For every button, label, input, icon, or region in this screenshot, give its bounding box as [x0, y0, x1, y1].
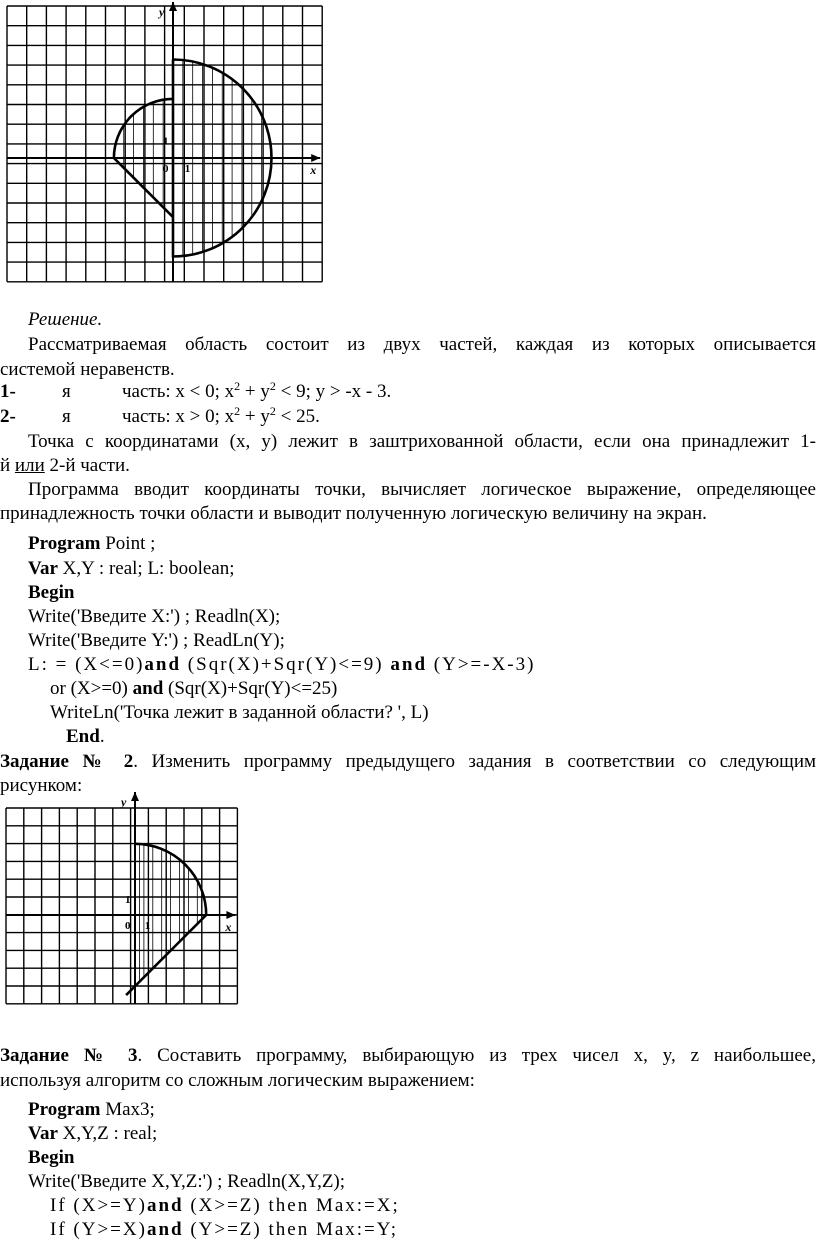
y-axis-label: y — [121, 795, 127, 809]
part2-line — [0, 404, 320, 429]
code1-line4: Write('Введите X:') ; Readln(X); — [28, 606, 281, 627]
part2-word: я — [62, 406, 71, 427]
region-graph-1 — [0, 0, 330, 292]
origin-label: 0 — [163, 163, 169, 175]
task2-line2: рисунком: — [0, 775, 83, 796]
point-text-line1: Точка с координатами (x, y) лежит в заштрихованной области, если она принадлежит 1- — [28, 431, 816, 452]
part1-line — [0, 379, 392, 404]
y-unit-label: 1 — [163, 135, 169, 148]
part1-word: я — [62, 381, 71, 402]
program-text-line2: принадлежность точки области и выводит полученную логическую величину на экран. — [0, 503, 707, 524]
code2-line1: Program Max3; — [28, 1099, 155, 1120]
x-axis-label: x — [225, 920, 232, 934]
region-graph-2 — [0, 790, 246, 1020]
task2-label: Задание № 2 — [0, 751, 134, 772]
part2-number: 2- — [0, 406, 16, 427]
code1-line5: Write('Введите Y:') ; ReadLn(Y); — [28, 630, 285, 651]
solution-heading: Решение. — [28, 309, 103, 330]
x-unit-label: 1 — [184, 163, 191, 175]
code2-line6: If (Y>=X)and (Y>=Z) then Max:=Y; — [50, 1219, 399, 1240]
code2-line3: Begin — [28, 1147, 75, 1168]
y-axis-label: y — [159, 5, 165, 19]
code1-line8: WriteLn('Точка лежит в заданной области? ', L) — [50, 702, 429, 723]
code1-line9: End. — [66, 726, 105, 747]
x-axis-arrow — [226, 911, 235, 919]
code1-line1: Program Point ; — [28, 533, 156, 554]
code1-line2: Var X,Y : real; L: boolean; — [28, 558, 235, 579]
y-unit-label: 1 — [125, 894, 131, 907]
code1-line7: or (X>=0) and (Sqr(X)+Sqr(Y)<=25) — [50, 678, 338, 699]
code1-line3: Begin — [28, 582, 75, 603]
x-axis-label: x — [310, 163, 317, 177]
point-text-line2: й или 2-й части. — [0, 455, 130, 476]
task3-label: Задание № 3 — [0, 1045, 138, 1066]
part2-text: часть: x > 0; $x^2 + y^2 < 25$. — [122, 404, 320, 427]
y-axis-arrow — [131, 792, 139, 801]
task3-line2: используя алгоритм со сложным логическим выражением: — [0, 1070, 475, 1091]
task2-line1: Задание № 2. Изменить программу предыдущего задания в соответствии со следующим — [0, 751, 816, 772]
solution-intro-line1: Рассматриваемая область состоит из двух частей, каждая из которых описывается — [28, 334, 816, 355]
program-text-line1: Программа вводит координаты точки, вычисляет логическое выражение, определяющее — [28, 479, 816, 500]
code2-line4: Write('Введите X,Y,Z:') ; Readln(X,Y,Z); — [28, 1171, 346, 1192]
part1-text: часть: x < 0; $x^2 + y^2 < 9$; y > -x - 3. — [122, 379, 392, 402]
origin-label: 0 — [125, 920, 131, 932]
x-unit-label: 1 — [144, 920, 151, 932]
x-axis-arrow — [311, 154, 320, 162]
part1-number: 1- — [0, 381, 16, 402]
code2-line5: If (X>=Y)and (X>=Z) then Max:=X; — [50, 1195, 400, 1216]
task3-line1: Задание № 3. Составить программу, выбирающую из трех чисел x, y, z наибольшее, — [0, 1045, 816, 1066]
code1-line6: L: = (X<=0)and (Sqr(X)+Sqr(Y)<=9) and (Y>=-X-3) — [28, 654, 536, 675]
code2-line2: Var X,Y,Z : real; — [28, 1123, 158, 1144]
solution-intro-line2: системой неравенств. — [0, 359, 175, 380]
